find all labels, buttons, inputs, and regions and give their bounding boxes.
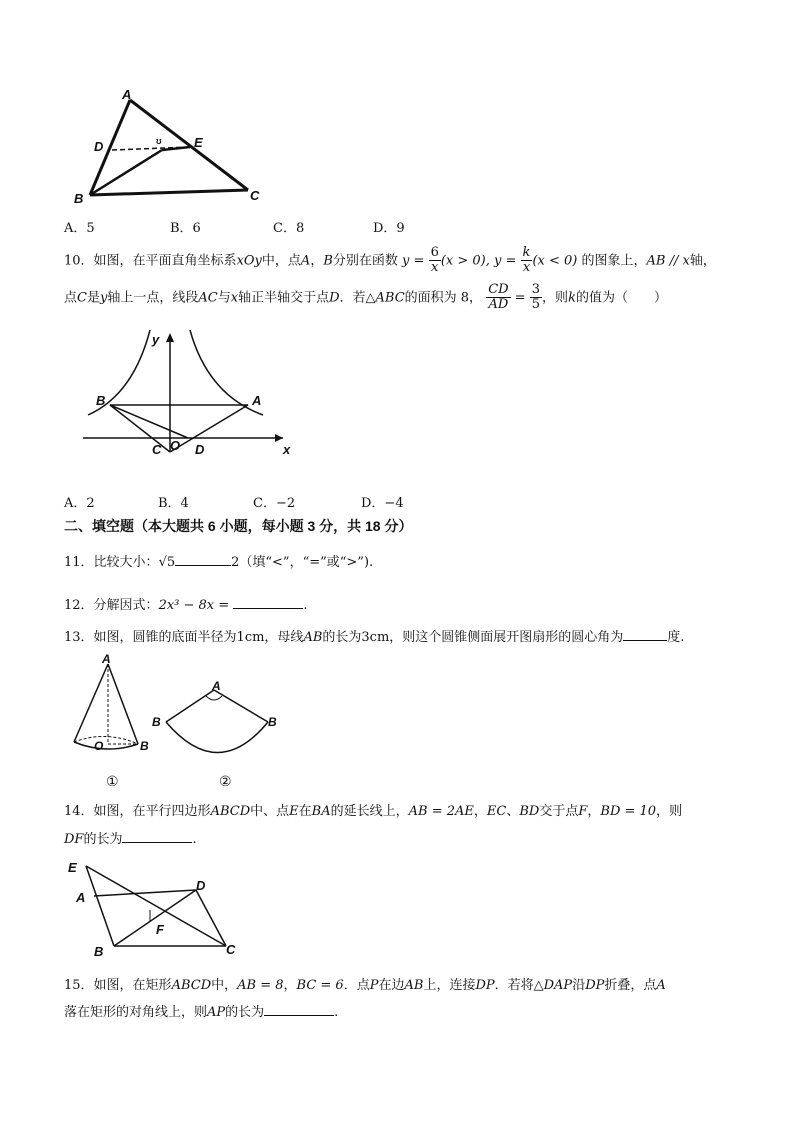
q10-fraction-cd-over-ad: $\frac{CD}{AD}$	[488, 282, 509, 313]
svg-text:F: F	[156, 922, 164, 937]
q15-answer-blank	[264, 1015, 334, 1016]
svg-text:A: A	[252, 393, 262, 408]
q9-option-a: A．5	[64, 221, 95, 236]
q15-line-1: 15．如图，在矩形ABCD中，AB = 8，BC = 6．点P在边AB上，连接DP．若将△DAP沿DP折叠，点A	[64, 978, 666, 993]
svg-text:E: E	[68, 860, 77, 875]
q11-answer-blank	[175, 565, 231, 566]
q10-line-2: 点C是y轴上一点，线段AC与x轴正半轴交于点D．若△ABC的面积为 8， $\frac{CD}{AD}$ = $\frac{3}{5}$ ，则k的值为（ ）	[64, 282, 667, 313]
q9-label-e: E	[194, 135, 203, 150]
q9-label-c: C	[250, 188, 260, 203]
svg-text:O: O	[94, 739, 104, 753]
section-2-heading: 二、填空题（本大题共 6 小题，每小题 3 分，共 18 分）	[64, 518, 413, 534]
svg-text:O: O	[170, 438, 181, 453]
q11-text: 11．比较大小：√5 2（填“<”，“=”或“>”).	[64, 555, 374, 570]
svg-text:B: B	[96, 393, 106, 408]
q9-option-b: B．6	[170, 221, 201, 236]
q12-answer-blank	[233, 608, 303, 609]
q13-sector-figure	[148, 678, 288, 760]
q9-option-c: C．8	[273, 221, 305, 236]
q10-coordinate-figure	[78, 330, 298, 455]
svg-text:B: B	[268, 715, 277, 729]
q14-line-2: DF的长为 .	[64, 832, 197, 847]
svg-text:A: A	[212, 679, 221, 693]
q10-option-c: C．−2	[253, 496, 296, 511]
q9-option-d: D．9	[373, 221, 405, 236]
svg-text:B: B	[152, 715, 161, 729]
q13-answer-blank	[623, 640, 667, 641]
q10-fraction-6-over-x: $\frac{6}{x}$	[430, 245, 439, 276]
q10-option-a: A．2	[64, 496, 95, 511]
svg-text:x: x	[283, 442, 291, 455]
q10-line-1: 10．如图，在平面直角坐标系xOy中，点A，B分别在函数 y = $\frac{6}{x}$ (x > 0), y = $\frac{k}{x}$ (x < 0) 的图象上，AB // x轴，	[64, 245, 716, 276]
q9-label-d: D	[94, 139, 104, 154]
q14-answer-blank	[122, 842, 192, 843]
q10-option-b: B．4	[158, 496, 189, 511]
q9-label-b: B	[74, 191, 84, 206]
svg-text:y: y	[152, 332, 160, 347]
q9-label-a: A	[122, 87, 132, 102]
svg-text:B: B	[140, 739, 149, 753]
q10-fraction-3-over-5: $\frac{3}{5}$	[531, 282, 541, 313]
svg-text:C: C	[226, 942, 236, 957]
svg-text:D: D	[195, 442, 205, 455]
q9-triangle-figure	[70, 85, 280, 210]
q10-option-d: D．−4	[361, 496, 404, 511]
svg-text:A: A	[76, 890, 86, 905]
svg-text:B: B	[94, 944, 104, 959]
q14-line-1: 14．如图，在平行四边形ABCD中、点E在BA的延长线上，AB = 2AE，EC、BD交于点F，BD = 10，则	[64, 804, 683, 819]
q13-text: 13．如图，圆锥的底面半径为1cm，母线AB的长为3cm，则这个圆锥侧面展开图扇形的圆心角为 度.	[64, 630, 685, 645]
svg-text:ʊ: ʊ	[156, 136, 162, 146]
q12-text: 12．分解因式：2x³ − 8x = .	[64, 598, 308, 613]
svg-text:A: A	[102, 652, 111, 666]
svg-text:C: C	[152, 442, 162, 455]
svg-text:D: D	[196, 878, 206, 893]
q14-parallelogram-figure	[64, 852, 254, 960]
q10-fraction-k-over-x: $\frac{k}{x}$	[522, 245, 531, 276]
q15-line-2: 落在矩形的对角线上，则AP的长为 .	[64, 1005, 339, 1020]
q13-caption-1: ①	[106, 774, 119, 790]
q13-caption-2: ②	[219, 774, 232, 790]
